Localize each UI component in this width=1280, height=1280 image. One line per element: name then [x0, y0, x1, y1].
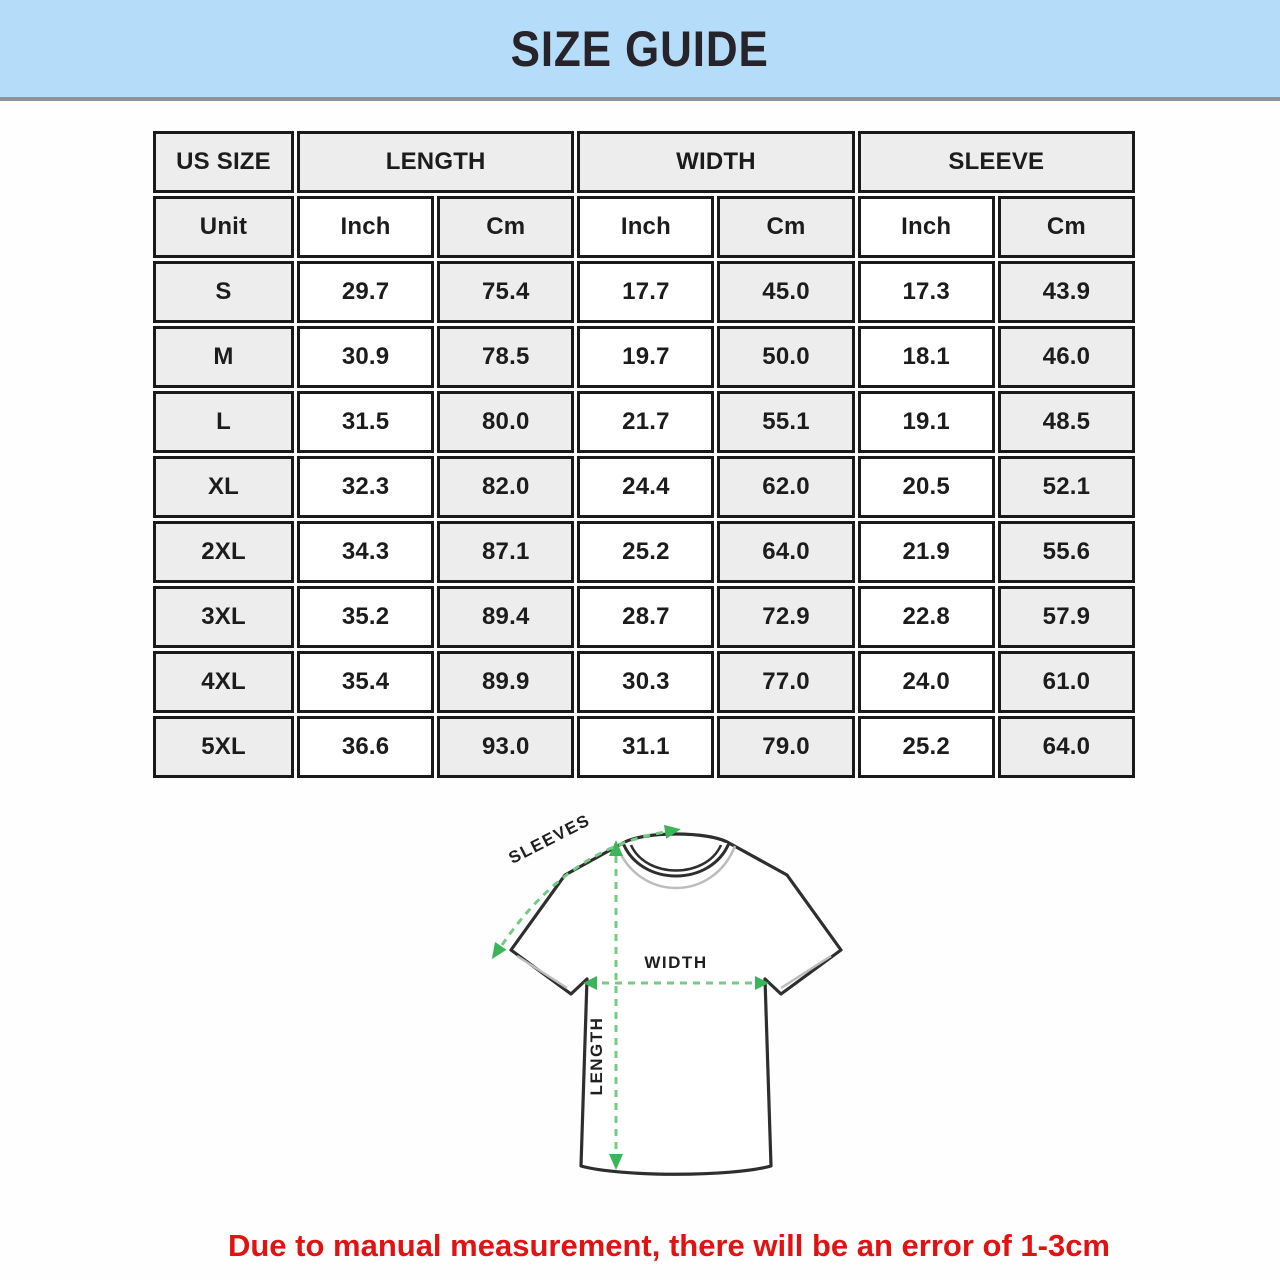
cell-value: 34.3	[297, 521, 434, 583]
cell-value: 28.7	[577, 586, 714, 648]
sleeves-label: SLEEVES	[505, 810, 594, 868]
cell-value: 35.4	[297, 651, 434, 713]
tshirt-diagram-svg	[468, 798, 880, 1213]
cell-value: 57.9	[998, 586, 1135, 648]
cell-value: 46.0	[998, 326, 1135, 388]
size-label: L	[153, 391, 294, 453]
size-label: M	[153, 326, 294, 388]
cell-value: 64.0	[717, 521, 854, 583]
cell-value: 89.4	[437, 586, 574, 648]
measurement-error-note: Due to manual measurement, there will be an error of 1-3cm	[227, 1228, 1111, 1263]
cell-value: 89.9	[437, 651, 574, 713]
cell-value: 17.3	[858, 261, 995, 323]
size-label: 3XL	[153, 586, 294, 648]
cell-value: 25.2	[858, 716, 995, 778]
table-unit-row	[153, 196, 1135, 258]
unit-width-cm: Cm	[717, 196, 854, 258]
table-row	[153, 651, 1135, 713]
cell-value: 21.7	[577, 391, 714, 453]
unit-sleeve-cm: Cm	[998, 196, 1135, 258]
cell-value: 55.6	[998, 521, 1135, 583]
size-label: 4XL	[153, 651, 294, 713]
cell-value: 93.0	[437, 716, 574, 778]
cell-value: 30.3	[577, 651, 714, 713]
size-label: XL	[153, 456, 294, 518]
table-row	[153, 521, 1135, 583]
cell-value: 87.1	[437, 521, 574, 583]
cell-value: 25.2	[577, 521, 714, 583]
width-label: WIDTH	[644, 953, 708, 972]
cell-value: 32.3	[297, 456, 434, 518]
cell-value: 43.9	[998, 261, 1135, 323]
cell-value: 45.0	[717, 261, 854, 323]
cell-value: 31.5	[297, 391, 434, 453]
cell-value: 82.0	[437, 456, 574, 518]
header-banner	[0, 0, 1280, 101]
size-label: S	[153, 261, 294, 323]
cell-value: 24.4	[577, 456, 714, 518]
cell-value: 72.9	[717, 586, 854, 648]
cell-value: 19.1	[858, 391, 995, 453]
cell-value: 64.0	[998, 716, 1135, 778]
cell-value: 48.5	[998, 391, 1135, 453]
cell-value: 61.0	[998, 651, 1135, 713]
cell-value: 17.7	[577, 261, 714, 323]
cell-value: 21.9	[858, 521, 995, 583]
cell-value: 20.5	[858, 456, 995, 518]
table-group-header-row	[153, 131, 1135, 193]
unit-width-inch: Inch	[577, 196, 714, 258]
cell-value: 30.9	[297, 326, 434, 388]
cell-value: 80.0	[437, 391, 574, 453]
col-header-us-size: US SIZE	[153, 131, 294, 193]
col-header-length: LENGTH	[297, 131, 574, 193]
tshirt-outline	[511, 834, 841, 1174]
cell-value: 52.1	[998, 456, 1135, 518]
cell-value: 35.2	[297, 586, 434, 648]
cell-value: 75.4	[437, 261, 574, 323]
cell-value: 77.0	[717, 651, 854, 713]
unit-sleeve-inch: Inch	[858, 196, 995, 258]
col-header-width: WIDTH	[577, 131, 854, 193]
page-title: SIZE GUIDE	[510, 20, 770, 77]
cell-value: 78.5	[437, 326, 574, 388]
cell-value: 36.6	[297, 716, 434, 778]
col-header-sleeve: SLEEVE	[858, 131, 1135, 193]
cell-value: 62.0	[717, 456, 854, 518]
table-row	[153, 586, 1135, 648]
table-row	[153, 326, 1135, 388]
cell-value: 29.7	[297, 261, 434, 323]
cell-value: 50.0	[717, 326, 854, 388]
cell-value: 18.1	[858, 326, 995, 388]
table-row	[153, 456, 1135, 518]
cell-value: 55.1	[717, 391, 854, 453]
tshirt-measurement-diagram	[468, 798, 880, 1213]
unit-length-inch: Inch	[297, 196, 434, 258]
cell-value: 22.8	[858, 586, 995, 648]
size-label: 5XL	[153, 716, 294, 778]
cell-value: 24.0	[858, 651, 995, 713]
unit-length-cm: Cm	[437, 196, 574, 258]
table-row	[153, 391, 1135, 453]
length-label: LENGTH	[587, 1016, 606, 1096]
size-label: 2XL	[153, 521, 294, 583]
unit-header: Unit	[153, 196, 294, 258]
cell-value: 19.7	[577, 326, 714, 388]
cell-value: 79.0	[717, 716, 854, 778]
cell-value: 31.1	[577, 716, 714, 778]
table-row	[153, 261, 1135, 323]
table-row	[153, 716, 1135, 778]
size-table	[150, 128, 1138, 781]
